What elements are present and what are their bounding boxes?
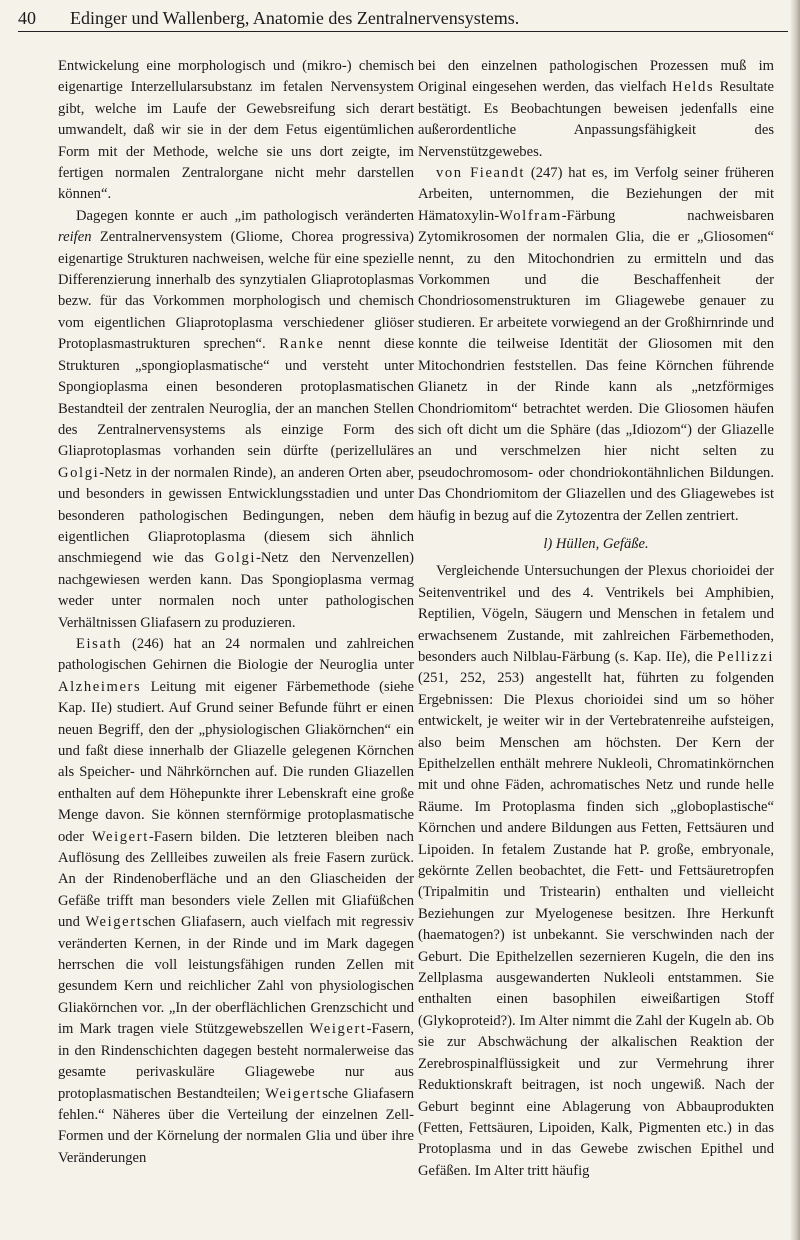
author-name: Weigert [265, 1085, 323, 1102]
author-name: Golgi [214, 550, 257, 567]
text-run: Resultate bestätigt. Es Beobachtungen beweisen jedenfalls eine außerordentliche Anpassungsfähigkeit des Nervenstützgewebes. [418, 79, 774, 160]
paragraph [418, 561, 774, 1182]
author-name: Alzheimers [58, 678, 142, 695]
author-name: Wolfram [499, 207, 562, 224]
paragraph [58, 56, 414, 206]
text-run: (246) hat an 24 normalen und zahlreichen pathologischen Gehirnen die Biologie der Neuroglia unter [58, 635, 414, 674]
author-name: Eisath [76, 635, 123, 652]
text-run: -Netz in der normalen Rinde), an anderen Orten aber, und besonders in gewissen Entwicklungsstadien und unter besonderen pathologischen Bedingungen, neben dem eigentlichen Gliaprotoplasma (diesem sich ähnlich anschmiegend wie das [58, 464, 414, 567]
page-number: 40 [18, 8, 36, 28]
text-run: Zentralnervensystem (Gliome, Chorea progressiva) eigenartige Strukturen nachweisen, welche für eine spezielle Differenzierung innerhalb des synzytialen Gliaprotoplasmas bezw. für das Vorkommen morphologisch und chemisch vom eigentlichen Gliaprotoplasma verschiedener gliöser Protoplasmastrukturen sprechen“. [58, 229, 414, 353]
author-name: Weigert [85, 914, 143, 931]
text-run: Vergleichende Untersuchungen der Plexus chorioidei der Seitenventrikel und des 4. Ventrikels bei Amphibien, Reptilien, Vögeln, Säugern und Menschen in fetalem und erwachsenem Zustande, mit zahlreichen Färbemethoden, besonders auch Nilblau-Färbung (s. Kap. IIe), die [418, 563, 774, 665]
running-title: Edinger und Wallenberg, Anatomie des Zentralnervensystems. [70, 8, 520, 28]
text-run: nennt diese Strukturen „spongioplasmatische“ und versteht unter Spongioplasma einen besonderen protoplasmatischen Bestandteil der zentralen Neuroglia, der an manchen Stellen des Zentralnervensystems als einzige Form des Gliaprotoplasmas vorhanden sein dürfte (perizelluläres [58, 336, 414, 460]
author-name: Ranke [279, 336, 325, 353]
text-run: (251, 252, 253) angestellt hat, führten zu folgenden Ergebnissen: Die Plexus chorioidei sind um so höher entwickelt, je weiter wir in der Vertebratenreihe aufsteigen, also beim Menschen am höchsten. Der Kern der Epithelzellen enthält mehrere Nukleoli, Chromatinkörnchen mit und ohne Fäden, achromatisches Netz und runde helle Räume. Im Protoplasma finden sich „globoplastische“ Körnchen und andere Bildungen aus Fetten, Fettsäuren und Lipoiden. In fetalem Zustande hat P. große, embryonale, gekörnte Zellen beobachtet, die Fett- und Fettsäuretropfen (Tripalmitin und Tristearin) enthalten und vielleicht Beziehungen zur Myelogenese besitzen. Ihre Herkunft (haematogen?) ist unbekannt. Sie verschwinden nach der Geburt. Die Epithelzellen sezernieren Kugeln, die den ins Zellplasma ausgewanderten Nukleoli entstammen. Sie enthalten einen basophilen eiweißartigen Stoff (Glykoproteid?). Im Alter nimmt die Zahl der Kugeln ab. Ob sie zur Abschwächung der alkalischen Reaktion der Zerebrospinalflüssigkeit und zur Vermehrung ihrer Reduktionskraft beitragen, ist noch ungewiß. Nach der Geburt beginnt eine Ablagerung von Abbauprodukten (Fetten, Fettsäuren, Lipoiden, Kalk, Pigmenten etc.) in das Protoplasma und in das Gewebe zwischen Epithel und Gefäßen. Im Alter tritt häufig [418, 670, 774, 1179]
section-heading: l) Hüllen, Gefäße. [543, 535, 649, 552]
text-run: -Färbung nachweisbaren Zytomikrosomen der normalen Glia, die er „Gliosomen“ nennt, zu den Mitochondrien zu ermitteln und das Vorkommen und die Beschaffenheit der Chondriosomenstrukturen im Gliagewebe genauer zu studieren. Er arbeitete vorwiegend an der Großhirnrinde und konnte die teilweise Identität der Gliosomen mit den Mitochondrien feststellen. Das feine Körnchen führende Glianetz in der Rinde kann als „netzförmiges Chondriomitom“ betrachtet werden. Die Gliosomen häufen sich oft dicht um die Sphäre (das „Idiozom“) der Gliazelle an und verschmelzen hier nicht selten zu pseudochromosom- oder chondriokontähnlichen Bildungen. Das Chondriomitom der Gliazellen und des Gliagewebes ist häufig in bezug auf die Zytozentra der Zellen zentriert. [418, 207, 774, 524]
text-run: bei den einzelnen pathologischen Prozessen muß im Original eingesehen werden, das vielfach [418, 58, 774, 96]
author-name: Golgi [58, 464, 100, 481]
paragraph [418, 56, 774, 163]
page-edge-shadow [790, 0, 800, 1240]
author-name: Weigert [309, 1021, 367, 1038]
author-name: von Fieandt [436, 165, 526, 182]
text-run: -Fasern, in den Rindenschichten dagegen besteht normalerweise das gesamte perivaskuläre Gliagewebe nur aus protoplasmatischen Bestandteilen; [58, 1021, 414, 1102]
author-name: Weigert [91, 828, 149, 845]
text-run: -Fasern bilden. Die letzteren bleiben nach Auflösung des Zellleibes zuweilen als freie Fasern zurück. An der Rindenoberfläche und an den Gliascheiden der Gefäße trifft man besonders viele Zellen mit Gliafüßchen und [58, 828, 414, 931]
right-column [418, 56, 774, 1182]
paragraph [58, 634, 414, 1169]
left-column [58, 56, 414, 1169]
text-run: schen Gliafasern, auch vielfach mit regressiv veränderten Kernen, in der Rinde und im Mark dagegen herrschen die voll leistungsfähigen runden Zellen mit gesundem Kern und reichlicher Zahl von physiologischen Gliakörnchen vor. „In der oberflächlichen Grenzschicht und im Mark tragen viele Stützgewebszellen [58, 914, 414, 1038]
text-run: (247) hat es, im Verfolg seiner früheren Arbeiten, unternommen, die Beziehungen der mit Hämatoxylin- [418, 165, 774, 224]
text-run: Dagegen konnte er auch „im pathologisch veränderten [76, 207, 414, 224]
author-name: Helds [672, 79, 715, 96]
header-rule [18, 31, 788, 32]
author-name: Pellizzi [717, 648, 774, 665]
running-header [18, 6, 782, 30]
text-run: Leitung mit eigener Färbemethode (siehe Kap. IIe) studiert. Auf Grund seiner Befunde führt er einen neuen Begriff, den der „physiologischen Gliakörnchen“ ein und faßt diese innerhalb der Gliazelle gelegenen Körnchen als Speicher- und Nährkörnchen auf. Die runden Gliazellen enthalten auf dem Höhepunkte ihrer Lebenskraft eine große Menge davon. Sie können sternförmige protoplasmatische oder [58, 678, 414, 845]
text-run: -Netz den Nervenzellen) nachgewiesen werden kann. Das Spongioplasma vermag weder unter normalen noch unter pathologischen Verhältnissen Gliafasern zu produzieren. [58, 550, 414, 631]
text-run: sche Gliafasern fehlen.“ Näheres über die Verteilung der einzelnen Zell-Formen und der Körnelung der normalen Glia und über ihre Veränderungen [58, 1085, 415, 1166]
paragraph [418, 163, 774, 527]
paragraph [58, 206, 414, 634]
paragraph-text: Entwickelung eine morphologisch und (mikro-) chemisch eigenartige Interzellularsubstanz im fetalen Nervensystem gibt, welche im Laufe der Gewebsreifung sich derart umwandelt, daß wir sie in der dem Fetus eigentümlichen Form mit der Methode, welche sie uns dort zeigte, im fertigen normalen Zentralorgane nicht mehr darstellen können“. [58, 58, 414, 203]
emphasis: reifen [58, 229, 92, 246]
